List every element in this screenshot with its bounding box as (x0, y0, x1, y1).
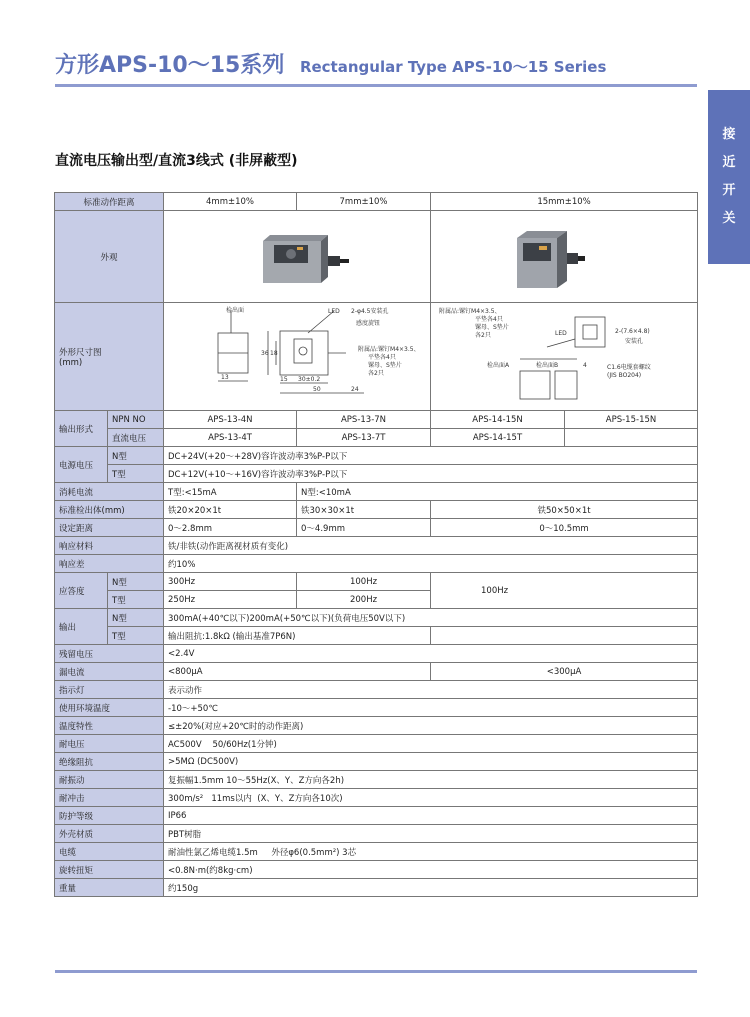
model-npn: APS-15-15N (565, 411, 698, 429)
freq-value: 300Hz (164, 573, 297, 591)
model-dc: APS-13-7T (297, 429, 431, 447)
row-label-output: 输出形式 (55, 411, 108, 447)
distance-value: 4mm±10% (164, 193, 297, 211)
table-row (55, 465, 698, 483)
svg-text:LED: LED (555, 330, 567, 337)
svg-text:2-(7.6×4.8): 2-(7.6×4.8) (615, 328, 650, 335)
weight-value: 约150g (164, 879, 698, 897)
distance-value: 7mm±10% (297, 193, 431, 211)
table-row (55, 753, 698, 771)
row-label-current: 消耗电流 (55, 483, 164, 501)
model-npn: APS-14-15N (431, 411, 565, 429)
svg-text:36: 36 (261, 350, 269, 357)
setting-value: 0～4.9mm (297, 519, 431, 537)
side-tab-char: 关 (722, 211, 736, 226)
residual-value: <2.4V (164, 645, 698, 663)
target-value: 铁50×50×1t (431, 501, 698, 519)
target-value: 铁20×20×1t (164, 501, 297, 519)
table-row (55, 663, 698, 681)
svg-text:24: 24 (351, 386, 359, 393)
appearance-photo-small (164, 211, 431, 303)
dimension-drawing-small (168, 303, 431, 407)
row-label-vibration: 耐振动 (55, 771, 164, 789)
row-label-dimensions: 外形尺寸图 (mm) (55, 303, 164, 411)
table-row (55, 303, 698, 411)
table-row (55, 717, 698, 735)
svg-text:检出面: 检出面 (226, 307, 245, 314)
table-row (55, 411, 698, 429)
table-row (55, 211, 698, 303)
distance-value: 15mm±10% (431, 193, 698, 211)
row-label-hysteresis: 响应差 (55, 555, 164, 573)
title-en: Rectangular Type APS-10～15 Series (299, 58, 607, 76)
temp-char-value: ≤±20%(对应+20℃时的动作距离) (164, 717, 698, 735)
power-t-label: T型 (108, 465, 164, 483)
hysteresis-value: 约10% (164, 555, 698, 573)
freq-value-large: 100Hz (431, 573, 698, 609)
svg-text:镙母、S垫片: 镙母、S垫片 (475, 324, 509, 331)
dc-label: 直流电压 (108, 429, 164, 447)
spec-table (54, 192, 698, 897)
section-subtitle: 直流电压输出型/直流3线式 (非屏蔽型) (55, 153, 298, 169)
model-npn: APS-13-7N (297, 411, 431, 429)
table-row (55, 627, 698, 645)
table-row (55, 645, 698, 663)
out-t-value: 输出阻抗:1.8kΩ (输出基准7P6N) (164, 627, 431, 645)
freq-value: 250Hz (164, 591, 297, 609)
indicator-value: 表示动作 (164, 681, 698, 699)
table-row (55, 681, 698, 699)
svg-text:附属品:镙钉M4×3.5、: 附属品:镙钉M4×3.5、 (358, 346, 420, 353)
empty-cell (565, 429, 698, 447)
dimension-drawing-1 (164, 303, 431, 411)
table-row (55, 483, 698, 501)
power-n-value: DC+24V(+20～+28V)容许波动率3%P-P以下 (164, 447, 698, 465)
freq-t-label: T型 (108, 591, 164, 609)
table-row (55, 879, 698, 897)
svg-text:13: 13 (221, 374, 229, 381)
housing-value: PBT树脂 (164, 825, 698, 843)
title-cn: 方形APS-10～15系列 (55, 53, 285, 78)
table-row (55, 735, 698, 753)
row-label-insulation: 绝缘阻抗 (55, 753, 164, 771)
setting-value: 0～10.5mm (431, 519, 698, 537)
out-t-label: T型 (108, 627, 164, 645)
out-n-label: N型 (108, 609, 164, 627)
leak-value: <800μA (164, 663, 431, 681)
row-label-protection: 防护等级 (55, 807, 164, 825)
page-title (55, 48, 606, 79)
material-value: 铁/非铁(动作距离视材质有变化) (164, 537, 698, 555)
svg-text:30±0.2: 30±0.2 (298, 376, 321, 383)
cable-value: 耐油性氯乙烯电缆1.5m 外径φ6(0.5mm²) 3芯 (164, 843, 698, 861)
freq-value: 100Hz (297, 573, 431, 591)
table-row (55, 843, 698, 861)
svg-text:检出面B: 检出面B (536, 362, 559, 369)
svg-text:15: 15 (280, 376, 288, 383)
table-row (55, 501, 698, 519)
current-t-value: T型:<15mA (164, 483, 297, 501)
svg-text:各2只: 各2只 (475, 332, 491, 339)
power-n-label: N型 (108, 447, 164, 465)
svg-text:各2只: 各2只 (368, 370, 384, 377)
svg-text:镙母、S垫片: 镙母、S垫片 (368, 362, 402, 369)
side-tab-char: 开 (722, 183, 736, 198)
row-label-residual: 残留电压 (55, 645, 164, 663)
svg-text:C1.6电缆套螺纹: C1.6电缆套螺纹 (607, 364, 651, 371)
row-label-weight: 重量 (55, 879, 164, 897)
setting-value: 0～2.8mm (164, 519, 297, 537)
svg-text:(JIS BO204): (JIS BO204) (607, 372, 642, 379)
svg-text:4: 4 (583, 362, 587, 369)
row-label-setting: 设定距离 (55, 519, 164, 537)
table-row (55, 519, 698, 537)
svg-text:LED: LED (328, 308, 340, 315)
svg-text:平垫各4只: 平垫各4只 (368, 354, 396, 361)
table-row (55, 609, 698, 627)
row-label-temp-char: 温度特性 (55, 717, 164, 735)
row-label-leak: 漏电流 (55, 663, 164, 681)
row-label-torque: 旋转扭矩 (55, 861, 164, 879)
model-dc: APS-14-15T (431, 429, 565, 447)
svg-text:2-φ4.5安装孔: 2-φ4.5安装孔 (351, 308, 389, 315)
dimension-drawing-2 (431, 303, 698, 411)
table-row (55, 861, 698, 879)
table-row (55, 429, 698, 447)
row-label-housing: 外壳材质 (55, 825, 164, 843)
vibration-value: 复振幅1.5mm 10～55Hz(X、Y、Z方向各2h) (164, 771, 698, 789)
row-label-power: 电源电压 (55, 447, 108, 483)
temp-value: -10～+50℃ (164, 699, 698, 717)
shock-value: 300m/s² 11ms以内 (X、Y、Z方向各10次) (164, 789, 698, 807)
table-row (55, 789, 698, 807)
sensor-photo-small (168, 211, 431, 299)
svg-text:附属品:镙钉M4×3.5、: 附属品:镙钉M4×3.5、 (439, 308, 501, 315)
table-row (55, 555, 698, 573)
current-n-value: N型:<10mA (297, 483, 698, 501)
out-n-value: 300mA(+40℃以下)200mA(+50℃以下)(负荷电压50V以下) (164, 609, 698, 627)
row-label-withstand: 耐电压 (55, 735, 164, 753)
row-label-output-current: 输出 (55, 609, 108, 645)
svg-text:平垫各4只: 平垫各4只 (475, 316, 503, 323)
row-label-appearance: 外观 (55, 211, 164, 303)
protection-value: IP66 (164, 807, 698, 825)
npn-label: NPN NO (108, 411, 164, 429)
model-npn: APS-13-4N (164, 411, 297, 429)
table-row (55, 193, 698, 211)
table-row (55, 771, 698, 789)
dimension-drawing-large (435, 303, 698, 407)
table-row (55, 699, 698, 717)
side-tab-char: 近 (722, 155, 736, 170)
svg-text:50: 50 (313, 386, 321, 393)
row-label-cable: 电缆 (55, 843, 164, 861)
row-label-shock: 耐冲击 (55, 789, 164, 807)
freq-value: 200Hz (297, 591, 431, 609)
table-row (55, 537, 698, 555)
side-tab-char: 接 (722, 127, 736, 142)
model-dc: APS-13-4T (164, 429, 297, 447)
row-label-frequency: 应答度 (55, 573, 108, 609)
svg-text:18: 18 (270, 350, 278, 357)
svg-text:感度旋钮: 感度旋钮 (356, 320, 381, 327)
table-row (55, 807, 698, 825)
freq-n-label: N型 (108, 573, 164, 591)
svg-text:安装孔: 安装孔 (625, 338, 644, 345)
row-label-indicator: 指示灯 (55, 681, 164, 699)
title-rule (55, 84, 697, 87)
power-t-value: DC+12V(+10～+16V)容许波动率3%P-P以下 (164, 465, 698, 483)
table-row (55, 447, 698, 465)
row-label-distance: 标准动作距离 (55, 193, 164, 211)
sensor-photo-large (435, 211, 698, 299)
row-label-material: 响应材料 (55, 537, 164, 555)
torque-value: <0.8N·m(约8kg·cm) (164, 861, 698, 879)
section-tab (708, 90, 750, 264)
leak-value: <300μA (431, 663, 698, 681)
footer-rule (55, 970, 697, 973)
table-row (55, 573, 698, 591)
svg-text:检出面A: 检出面A (487, 362, 510, 369)
empty-cell (431, 627, 698, 645)
row-label-temp: 使用环境温度 (55, 699, 164, 717)
withstand-value: AC500V 50/60Hz(1分钟) (164, 735, 698, 753)
row-label-target: 标准检出体(mm) (55, 501, 164, 519)
appearance-photo-large (431, 211, 698, 303)
insulation-value: >5MΩ (DC500V) (164, 753, 698, 771)
table-row (55, 825, 698, 843)
target-value: 铁30×30×1t (297, 501, 431, 519)
